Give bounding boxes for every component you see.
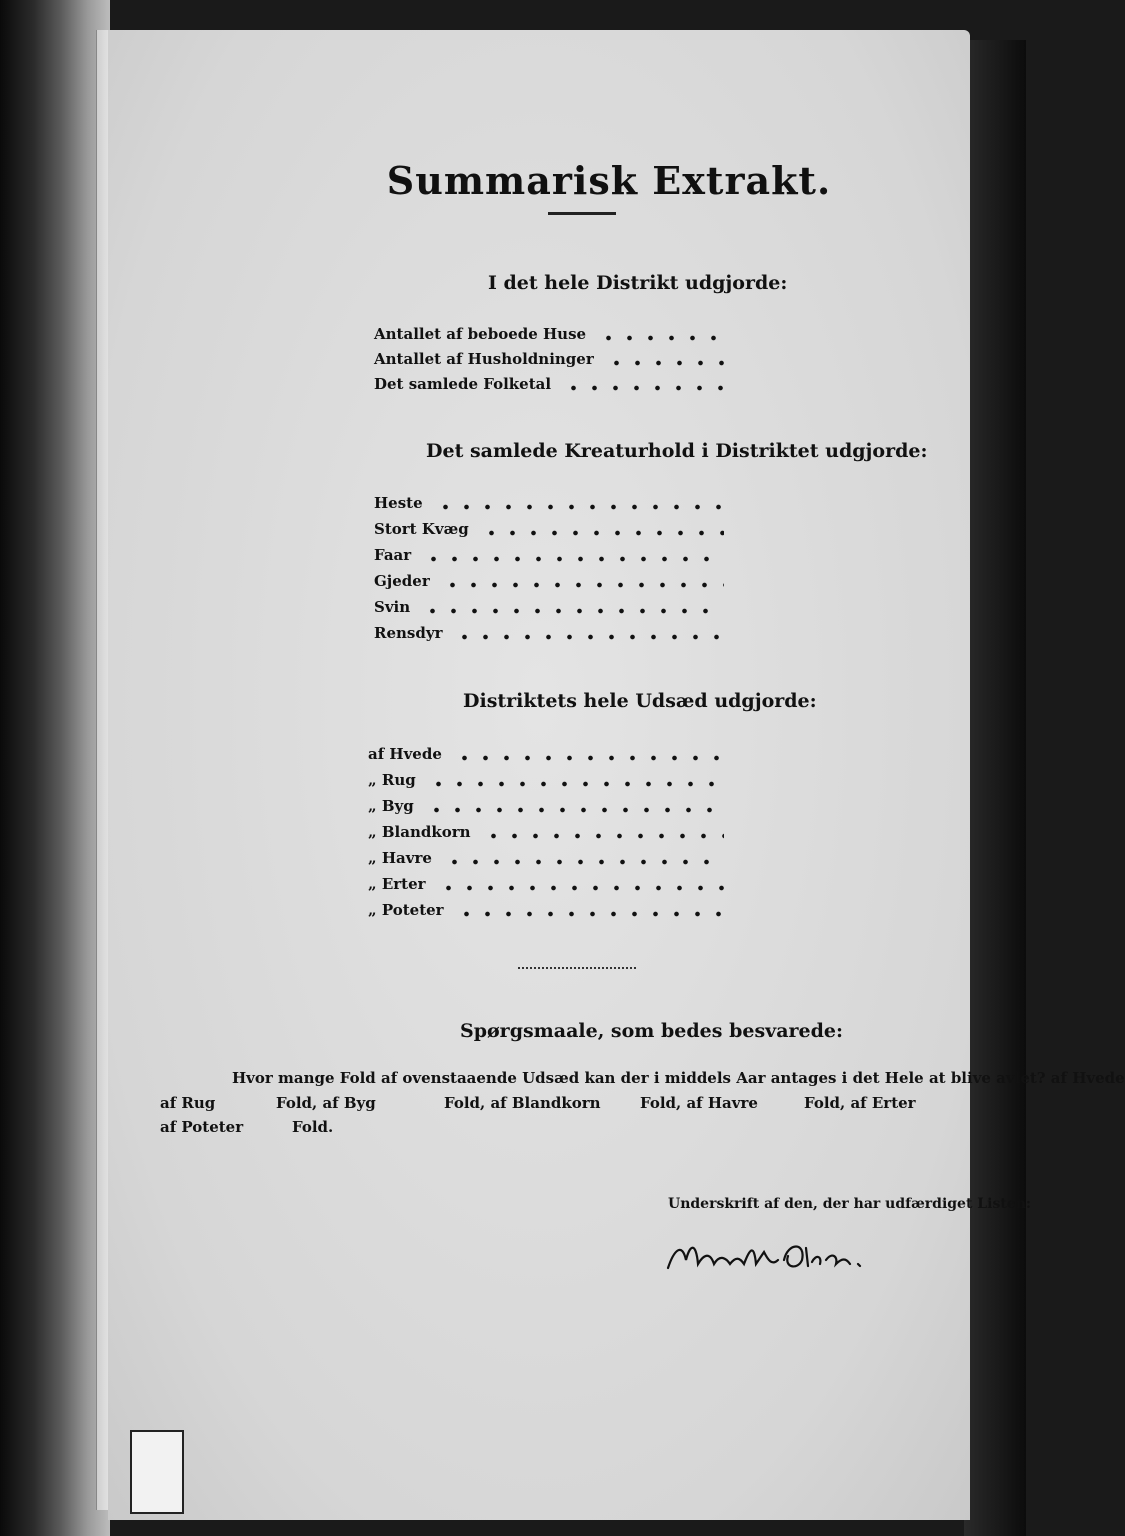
list-item: Gjeder — [374, 564, 724, 590]
title-rule — [548, 212, 616, 215]
handwritten-signature — [660, 1230, 870, 1280]
question-rug: af Rug — [160, 1094, 216, 1112]
list-item: Antallet af beboede Huse — [374, 317, 724, 343]
signature-label: Underskrift af den, der har udfærdiget Listen: — [668, 1196, 1032, 1212]
list-item: „ Havre — [368, 841, 724, 867]
list-item: „ Erter — [368, 867, 724, 893]
list-item: „ Poteter — [368, 893, 724, 919]
page-tab — [130, 1430, 184, 1514]
list-item: Det samlede Folketal — [374, 367, 724, 393]
page-title: Summarisk Extrakt. — [386, 158, 832, 203]
list-item: af Hvede — [368, 737, 724, 763]
question-blandkorn: Fold, af Blandkorn — [444, 1094, 601, 1112]
list-item: Rensdyr — [374, 616, 724, 642]
list-item: Stort Kvæg — [374, 512, 724, 538]
list-item: Faar — [374, 538, 724, 564]
section1-heading: I det hele Distrikt udgjorde: — [488, 272, 788, 294]
question-erter: Fold, af Erter — [804, 1094, 916, 1112]
question-line-1: Hvor mange Fold af ovenstaaende Udsæd kan der i middels Aar antages i det Hele at blive avlet? af Hvede — [232, 1069, 1125, 1087]
section-divider — [518, 967, 636, 971]
question-byg: Fold, af Byg — [276, 1094, 376, 1112]
question-havre: Fold, af Havre — [640, 1094, 758, 1112]
section4-heading: Spørgsmaale, som bedes besvarede: — [460, 1020, 843, 1042]
list-item: „ Blandkorn — [368, 815, 724, 841]
section2-heading: Det samlede Kreaturhold i Distriktet udgjorde: — [426, 440, 928, 462]
question-fold-end: Fold. — [292, 1118, 334, 1136]
list-item: Svin — [374, 590, 724, 616]
list-item: Antallet af Husholdninger — [374, 342, 724, 368]
section3-heading: Distriktets hele Udsæd udgjorde: — [463, 690, 817, 712]
right-shadow — [964, 40, 1026, 1536]
question-poteter: af Poteter — [160, 1118, 244, 1136]
list-item: „ Rug — [368, 763, 724, 789]
list-item: „ Byg — [368, 789, 724, 815]
book-binding — [0, 0, 110, 1536]
document-page — [108, 30, 1125, 1520]
list-item: Heste — [374, 486, 724, 512]
